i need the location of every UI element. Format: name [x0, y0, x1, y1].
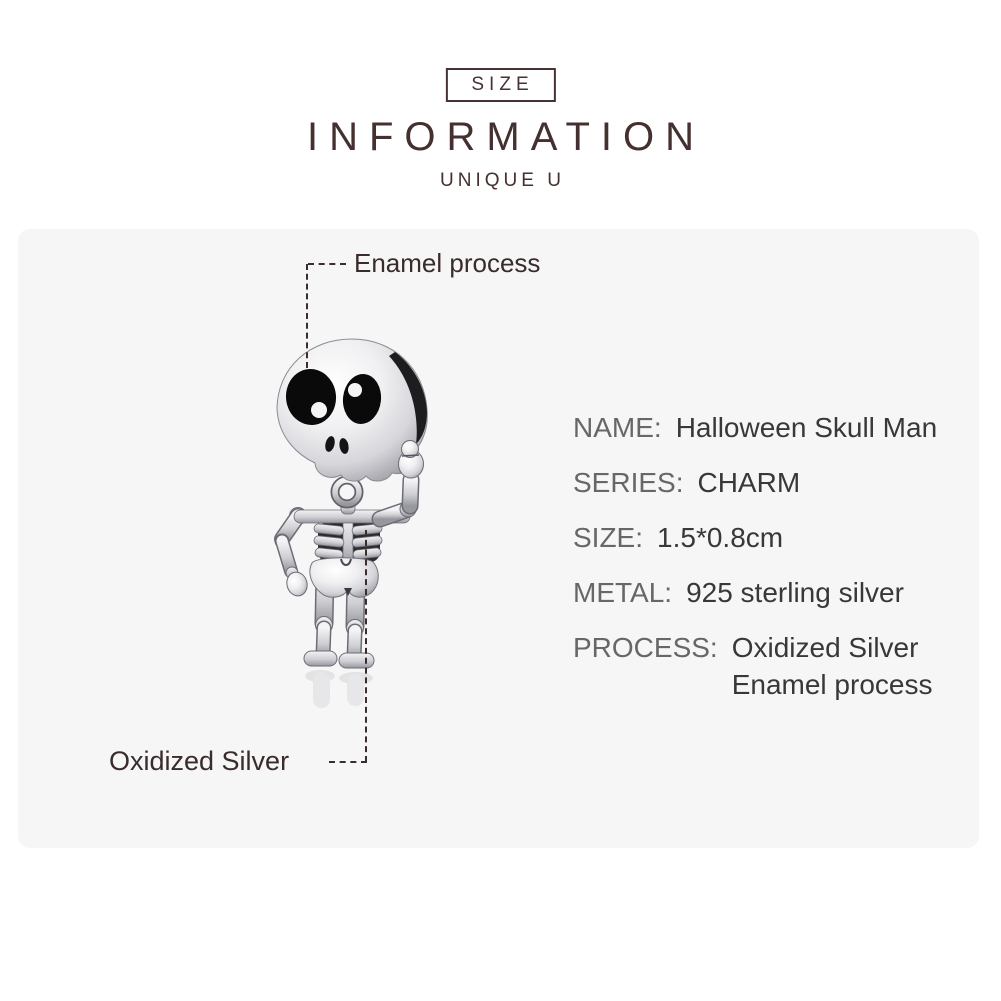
info-value: CHARM [697, 467, 801, 498]
info-value: 1.5*0.8cm [657, 522, 784, 553]
info-label: PROCESS: [573, 632, 718, 663]
oxidized-silver-label: Oxidized Silver [109, 746, 290, 776]
info-value: Halloween Skull Man [675, 412, 938, 443]
skeleton-charm-photo [240, 320, 500, 720]
info-label: NAME: [573, 412, 662, 443]
charm-reflection [305, 670, 373, 708]
info-value: 925 sterling silver [686, 577, 904, 608]
info-value [732, 629, 933, 703]
size-badge: SIZE [445, 68, 555, 102]
info-row-size [573, 519, 937, 556]
process-value-line2: Enamel process [731, 669, 933, 700]
enamel-process-label: Enamel process [354, 248, 541, 278]
enamel-leader-line-horizontal [308, 263, 346, 265]
info-row-series [573, 464, 937, 501]
process-value-line1: Oxidized Silver [731, 632, 919, 663]
page-subtitle: UNIQUE U [440, 170, 565, 191]
info-row-process [573, 629, 937, 703]
info-label: SERIES: [573, 467, 684, 498]
oxidized-leader-line-vertical [365, 530, 367, 762]
info-row-metal [573, 574, 937, 611]
charm-bail [335, 480, 359, 504]
info-label: METAL: [573, 577, 673, 608]
page-title: INFORMATION [306, 115, 705, 159]
oxidized-leader-line-horizontal [329, 761, 367, 763]
enamel-leader-line-vertical [306, 264, 308, 368]
info-row-name [573, 409, 937, 446]
info-label: SIZE: [573, 522, 644, 553]
product-info-list [573, 409, 937, 721]
